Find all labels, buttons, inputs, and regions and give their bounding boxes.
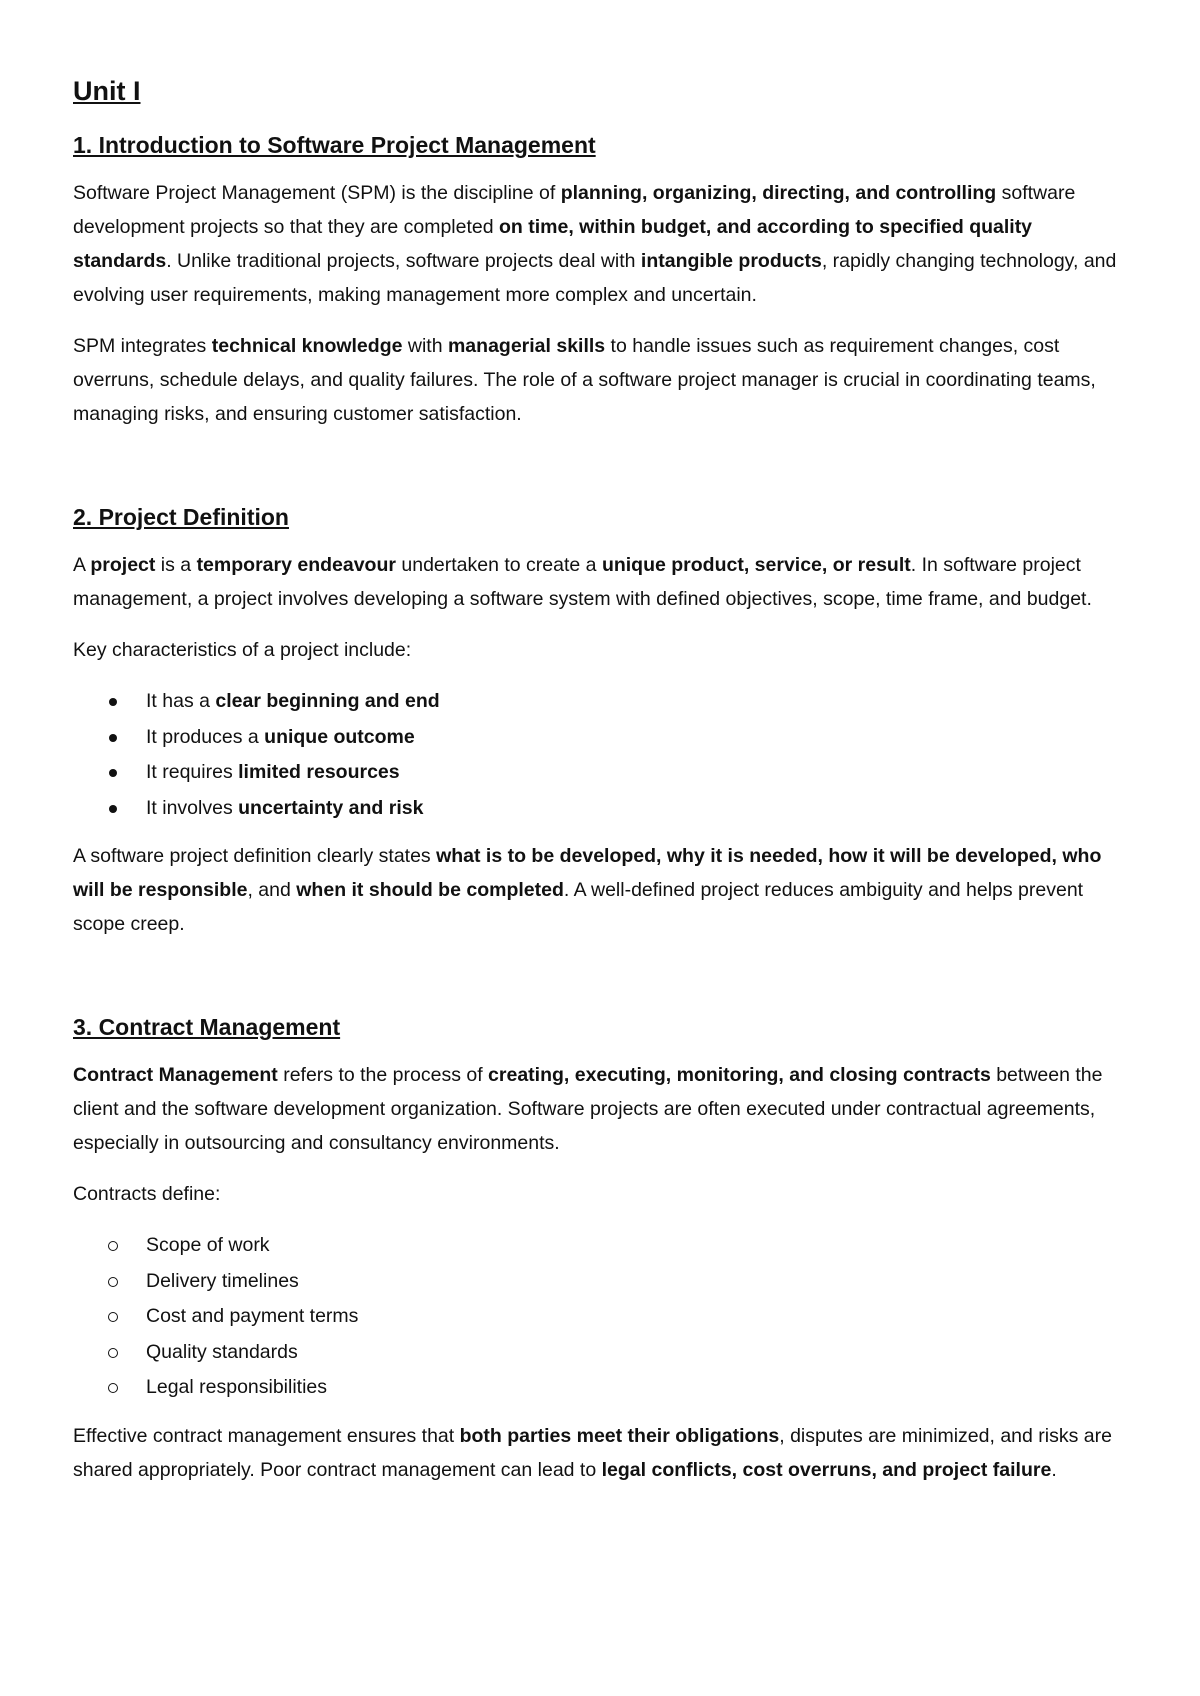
bold-text-run: what is to be developed, why it is needed, how it will be developed, who will be responsible [73,845,1102,901]
circle-bullet-icon [108,1277,118,1287]
circle-bullet-icon [108,1348,118,1358]
circle-bullet-icon [108,1312,118,1322]
contracts-define-list [73,1228,1133,1406]
text-run: It requires [146,761,239,783]
text-run: to handle issues such as requirement changes, cost overruns, schedule delays, and quality failures. The role of a software project manager is crucial in coordinating teams, managing risks, and ensuring customer satisfaction. [73,335,1096,425]
text-run: undertaken to create a [395,554,602,576]
list-item-text: Delivery timelines [146,1269,299,1292]
list-item [73,684,1133,720]
list-item [73,1299,1133,1335]
list-item [73,791,1133,827]
bold-text-run: project [90,554,156,576]
section-heading-project-definition: 2. Project Definition [73,504,289,530]
intro-paragraph-1 [73,176,1133,312]
bold-text-run: clear beginning and end [215,690,440,712]
bold-text-run: technical knowledge [211,335,403,357]
list-item [73,1228,1133,1264]
bold-text-run: creating, executing, monitoring, and closing contracts [488,1064,991,1086]
text-run: . A well-defined project reduces ambiguity and helps prevent scope creep. [73,879,1084,935]
bullet-icon [109,698,117,706]
text-run: Software Project Management (SPM) is the discipline of [73,182,561,204]
text-run: , rapidly changing technology, and evolving user requirements, making management more complex and uncertain. [73,250,1117,306]
characteristics-intro: Key characteristics of a project include: [73,639,412,661]
circle-bullet-icon [108,1241,118,1251]
text-run: . [1051,1458,1057,1481]
text-run: , and [247,879,297,901]
text-run: refers to the process of [277,1064,489,1086]
bold-text-run: unique product, service, or result [601,554,911,576]
list-item-text: Legal responsibilities [146,1376,328,1398]
bold-text-run: when it should be completed [296,879,564,901]
text-run: . Unlike traditional projects, software projects deal with [166,250,641,272]
bold-text-run: uncertainty and risk [238,796,424,819]
text-run: Effective contract management ensures that [73,1424,460,1447]
bullet-icon [109,734,117,742]
text-run: It produces a [146,725,265,748]
intro-paragraph-2 [73,329,1133,431]
definition-paragraph-2 [73,839,1133,941]
characteristics-list [73,684,1133,826]
bold-text-run: unique outcome [264,725,415,748]
bullet-icon [109,769,117,777]
bullet-icon [109,805,117,813]
contracts-define-intro: Contracts define: [73,1183,221,1205]
document-page [73,74,1133,1504]
section-spacer [73,448,1133,502]
circle-bullet-icon [108,1383,118,1393]
list-item [73,720,1133,756]
text-run: is a [155,554,197,576]
text-run: . In software project management, a project involves developing a software system with defined objectives, scope, time frame, and budget. [73,554,1092,610]
bold-text-run: intangible products [640,250,822,272]
bold-text-run: managerial skills [447,335,606,357]
bold-text-run: Contract Management [73,1064,278,1086]
list-item-text: Cost and payment terms [146,1305,359,1327]
bold-text-run: legal conflicts, cost overruns, and project failure [601,1458,1052,1481]
contract-paragraph-1 [73,1058,1133,1160]
bold-text-run: on time, within budget, and according to specified quality standards [73,216,1033,272]
list-item [73,1264,1133,1300]
unit-title: Unit I [73,76,141,106]
bold-text-run: both parties meet their obligations [459,1424,780,1447]
text-run: It has a [146,690,216,712]
definition-paragraph-1 [73,548,1133,616]
text-run: SPM integrates [73,335,212,357]
text-run: It involves [146,796,239,819]
bold-text-run: temporary endeavour [196,554,396,576]
list-item [73,755,1133,791]
section-spacer [73,958,1133,1012]
bold-text-run: limited resources [238,761,400,783]
text-run: , disputes are minimized, and risks are shared appropriately. Poor contract management can lead to [73,1424,1112,1481]
list-item [73,1335,1133,1371]
list-item [73,1370,1133,1406]
list-item-text: Scope of work [146,1234,270,1256]
text-run: between the client and the software development organization. Software projects are often executed under contractual agreements, especially in outsourcing and consultancy environments. [73,1064,1103,1154]
text-run: software development projects so that they are completed [73,182,1076,238]
contract-paragraph-2 [73,1419,1133,1487]
text-run: A software project definition clearly states [73,845,437,867]
list-item-text: Quality standards [146,1340,298,1363]
section-heading-introduction: 1. Introduction to Software Project Management [73,132,596,158]
bold-text-run: planning, organizing, directing, and controlling [560,182,997,204]
text-run: with [402,335,448,357]
text-run: A [73,554,91,576]
section-heading-contract-management: 3. Contract Management [73,1014,341,1040]
